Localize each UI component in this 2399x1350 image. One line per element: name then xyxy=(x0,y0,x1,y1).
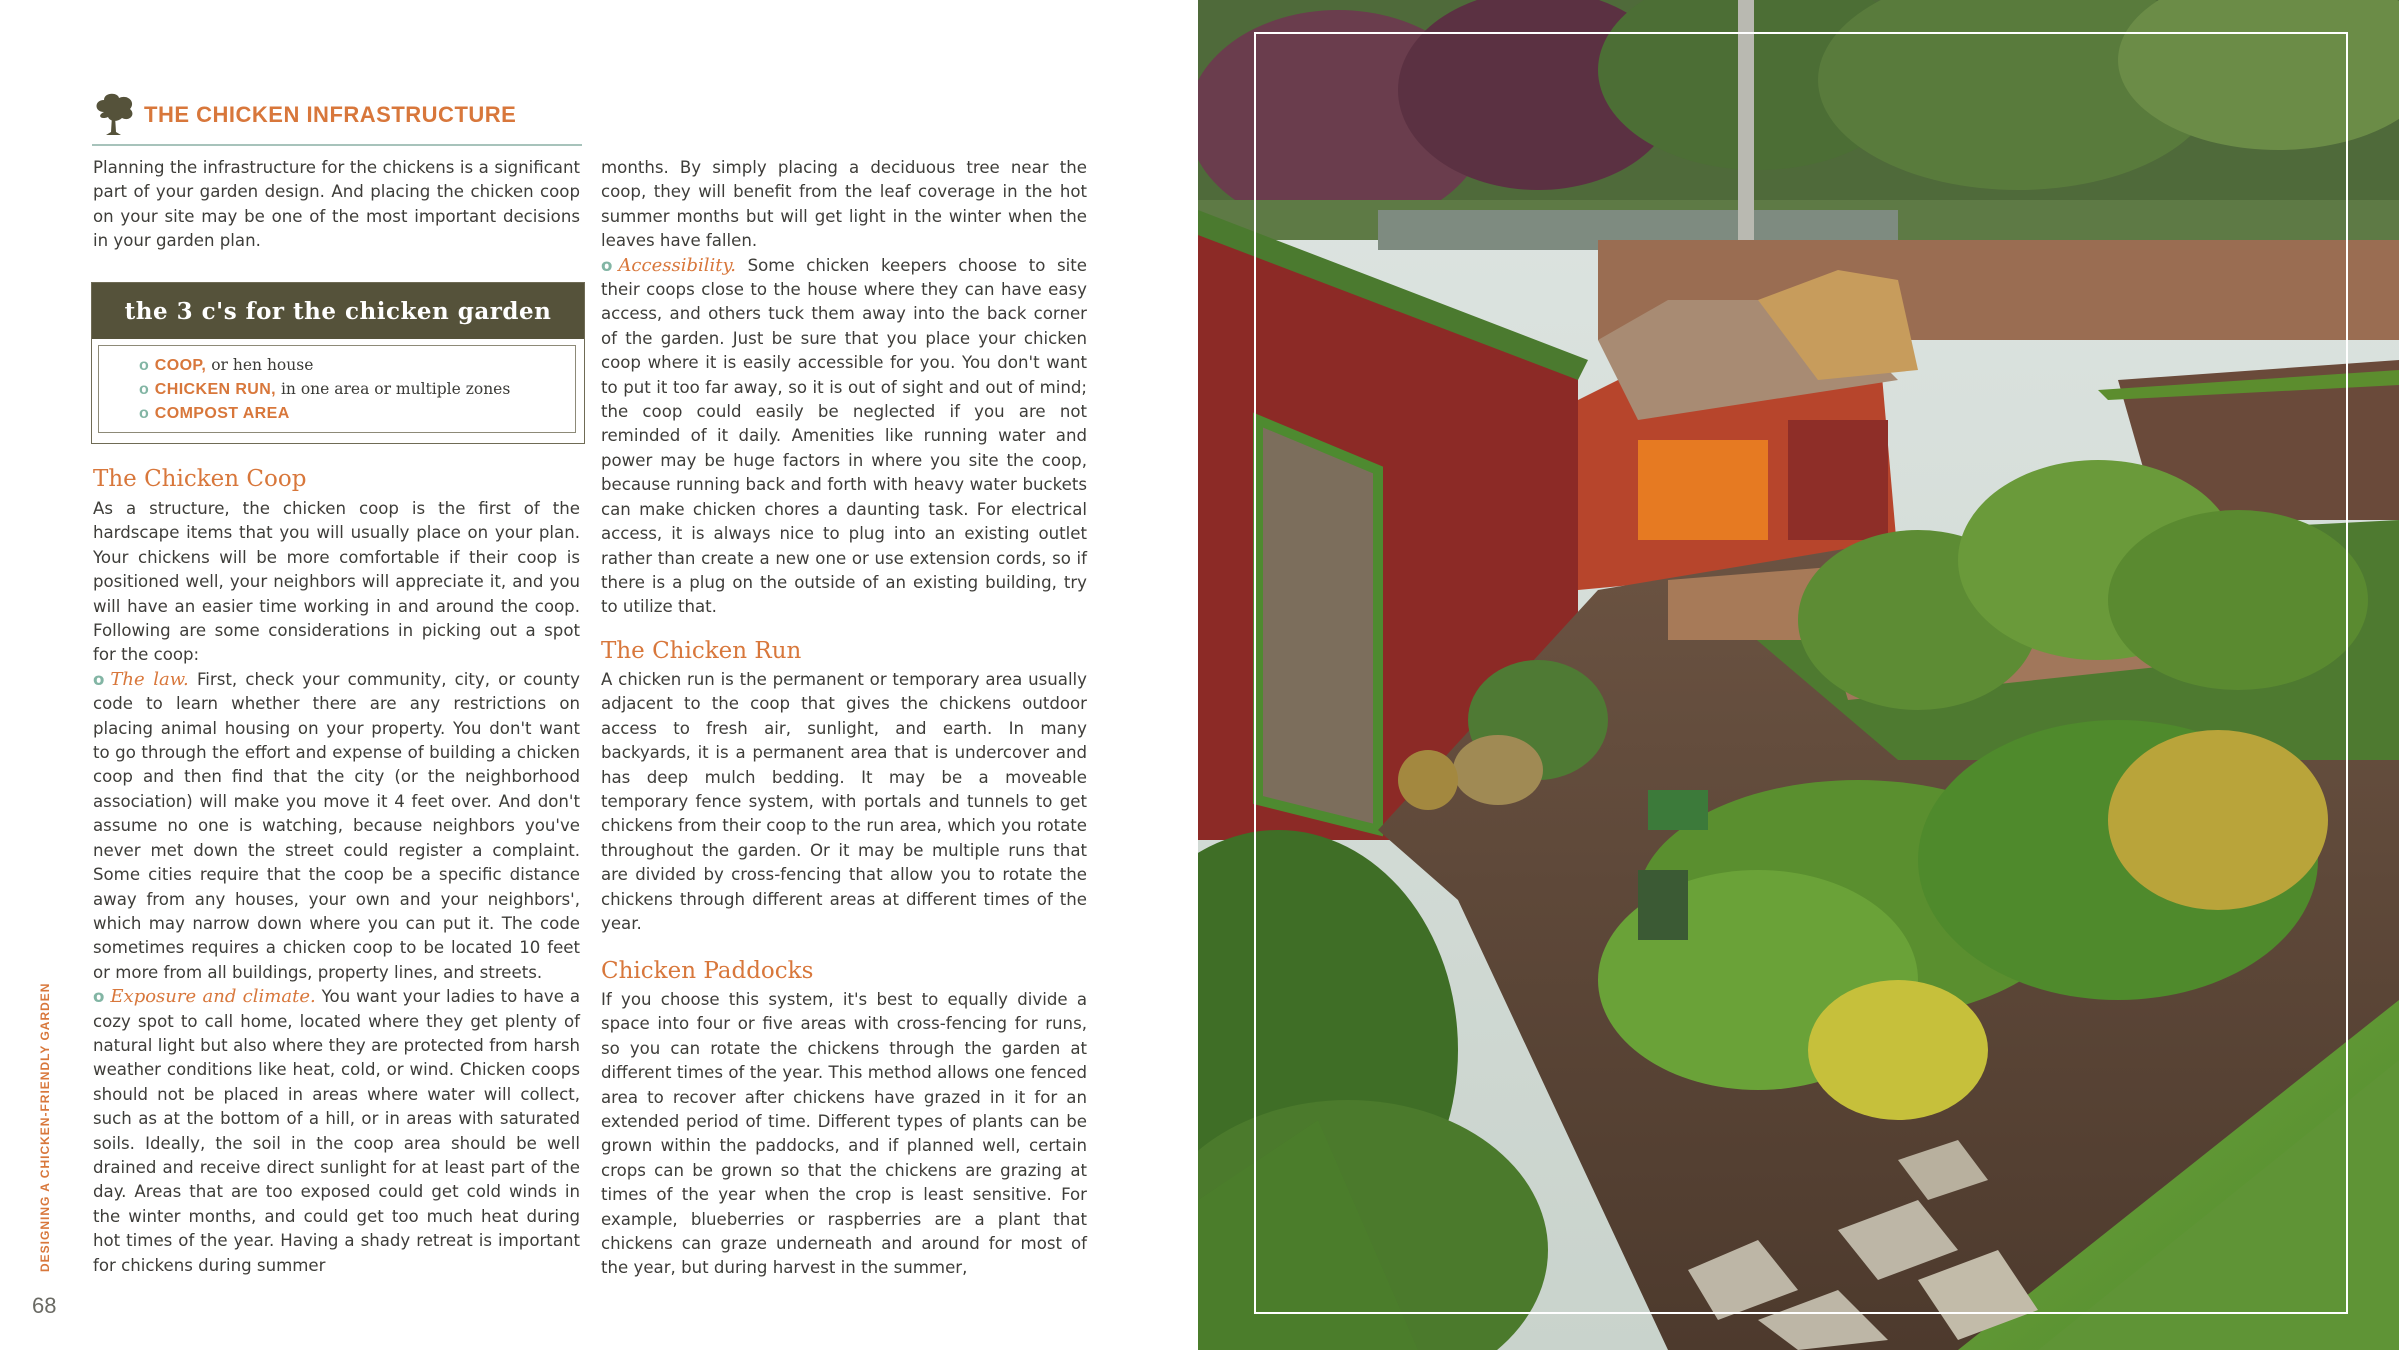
paddocks-text: If you choose this system, it's best to equally divide a space into four or five areas with cross-fencing for runs, so you can rotate the chickens through the garden at different times of the year. This method allows one fenced area to recover after chickens have grazed in it for an extended period of time. Different types of plants can be grown within the paddocks, and if planned well, certain crops can be grown so that the chickens are grazing at times of the year when the crop is least sensitive. For example, blueberries or raspberries are a plant that chickens can graze underneath and around for most of the year, but during harvest in the summer, xyxy=(601,990,1087,1278)
exposure-paragraph: o Exposure and climate. You want your ladies to have a cozy spot to call home, located where they get plenty of natural light but also where they are protected from harsh weather conditions like heat, cold, or wind. Chicken coops should not be placed in areas where water will collect, such as at the bottom of a hill, or in areas with saturated soils. Ideally, the soil in the coop area should be well drained and receive direct sunlight for at least part of the day. Areas that are too exposed could get cold winds in the winter months, and could get too much heat during hot times of the year. Having a shady retreat is important for chickens during summer xyxy=(93,986,581,1275)
sidebar-list xyxy=(98,345,576,433)
coop-continued: months. By simply placing a deciduous tree near the coop, they will benefit from the leaf coverage in the hot summer months but will get light in the winter when the leaves have fallen. xyxy=(601,158,1087,251)
paddocks-body xyxy=(601,988,1087,1281)
right-column xyxy=(601,156,1087,620)
law-paragraph: o The law. First, check your community, city, or county code to learn whether there are any restrictions on placing animal housing on your property. You don't want to go through the effort and expense of building a chicken coop and then find that the city (or the neighborhood association) will make you move it 4 feet over. And don't assume no one is watching, because neighbors you've never met down the street could register a complaint. Some cities require that the coop be a specific distance away from any houses, your own and your neighbors', which may narrow down where you can put it. The code sometimes requires a chicken coop to be located 10 feet or more from all buildings, property lines, and streets. xyxy=(93,668,580,982)
sidebar-box xyxy=(91,282,585,444)
section-header xyxy=(92,92,582,146)
list-item: o COOP, or hen house xyxy=(139,356,314,374)
coop-intro: As a structure, the chicken coop is the first of the hardscape items that you will usually place on your plan. Your chickens will be more comfortable if their coop is positioned well, your neighbors will appreciate it, and you will have an easier time working in and around the coop. Following are some considerations in picking out a spot for the coop: xyxy=(93,499,580,665)
sidebar-title: the 3 c's for the chicken garden xyxy=(124,297,552,325)
law-label: The law. xyxy=(110,668,189,690)
sidebar-header xyxy=(92,283,584,339)
run-body xyxy=(601,668,1087,936)
garden-photo xyxy=(1198,0,2399,1350)
section-title: THE CHICKEN INFRASTRUCTURE xyxy=(144,102,517,127)
heading-chicken-run: The Chicken Run xyxy=(601,638,802,664)
law-text: First, check your community, city, or county code to learn whether there are any restrictions on placing animal housing on your property. You don't want to go through the effort and expense of building a chicken coop and then find that the city (or the neighborhood association) will make you move it 4 feet over. And don't assume no one is watching, because neighbors you've never met down the street could register a complaint. Some cities require that the coop be a specific distance away from any houses, your own and your neighbors', which may narrow down where you can put it. The code sometimes requires a chicken coop to be located 10 feet or more from all buildings, property lines, and streets. xyxy=(93,669,580,982)
running-head: DESIGNING A CHICKEN-FRIENDLY GARDEN xyxy=(38,982,52,1272)
list-item: o CHICKEN RUN, in one area or multiple zones xyxy=(139,380,511,398)
tree-icon xyxy=(92,92,138,136)
coop-body xyxy=(93,497,580,1278)
accessibility-paragraph: o Accessibility. Some chicken keepers choose to site their coops close to the house where they can have easy access, and others tuck them away into the back corner of the garden. Just be sure that you place your chicken coop where it is easily accessible for you. You don't want to put it too far away, so it is out of sight and out of mind; the coop could easily be neglected if you are not reminded of it daily. Amenities like running water and power may be huge factors in where you site the coop, because running back and forth with heavy water buckets can make chicken chores a daunting task. For electrical access, it is always nice to plug into an existing outlet rather than create a new one or use extension cords, so if there is a plug on the outside of an existing building, try to utilize that. xyxy=(601,254,1087,617)
intro-text: Planning the infrastructure for the chickens is a significant part of your garden design. And placing the chicken coop on your site may be one of the most important decisions in your garden plan. xyxy=(93,158,580,251)
right-page xyxy=(1198,0,2399,1350)
page-number: 68 xyxy=(32,1293,57,1318)
exposure-text: You want your ladies to have a cozy spot to call home, located where they get plenty of natural light but also where they are protected from harsh weather conditions like heat, cold, or wind. Chicken coops should not be placed in areas where water will collect, such as at the bottom of a hill, or in areas with saturated soils. Ideally, the soil in the coop area should be well drained and receive direct sunlight for at least part of the day. Areas that are too exposed could get cold winds in the winter months, and could get too much heat during hot times of the year. Having a shady retreat is important for chickens during summer xyxy=(93,987,581,1275)
heading-chicken-coop: The Chicken Coop xyxy=(93,466,307,492)
accessibility-text: Some chicken keepers choose to site their coops close to the house where they can have easy access, and others tuck them away into the back corner of the garden. Just be sure that you place your chicken coop where it is easily accessible for you. You don't want to put it too far away, so it is out of sight and out of mind; the coop could easily be neglected if you are not reminded of it daily. Amenities like running water and power may be huge factors in where you site the coop, because running back and forth with heavy water buckets can make chicken chores a daunting task. For electrical access, it is always nice to plug into an existing outlet rather than create a new one or use extension cords, so if there is a plug on the outside of an existing building, try to utilize that. xyxy=(601,255,1087,617)
intro-paragraph xyxy=(93,156,580,254)
heading-chicken-paddocks: Chicken Paddocks xyxy=(601,958,814,984)
exposure-label: Exposure and climate. xyxy=(110,986,316,1008)
accessibility-label: Accessibility. xyxy=(618,254,736,276)
left-page xyxy=(0,0,1198,1350)
list-item: o COMPOST AREA xyxy=(139,405,290,422)
run-text: A chicken run is the permanent or temporary area usually adjacent to the coop that gives the chickens outdoor access to fresh air, sunlight, and earth. In many backyards, it is a permanent area that is undercover and has deep mulch bedding. It may be a moveable temporary fence system, with portals and tunnels to get chickens from their coop to the run area, which you rotate throughout the garden. Or it may be multiple runs that are divided by cross-fencing that allow you to rotate the chickens through different areas at different times of the year. xyxy=(601,670,1087,934)
